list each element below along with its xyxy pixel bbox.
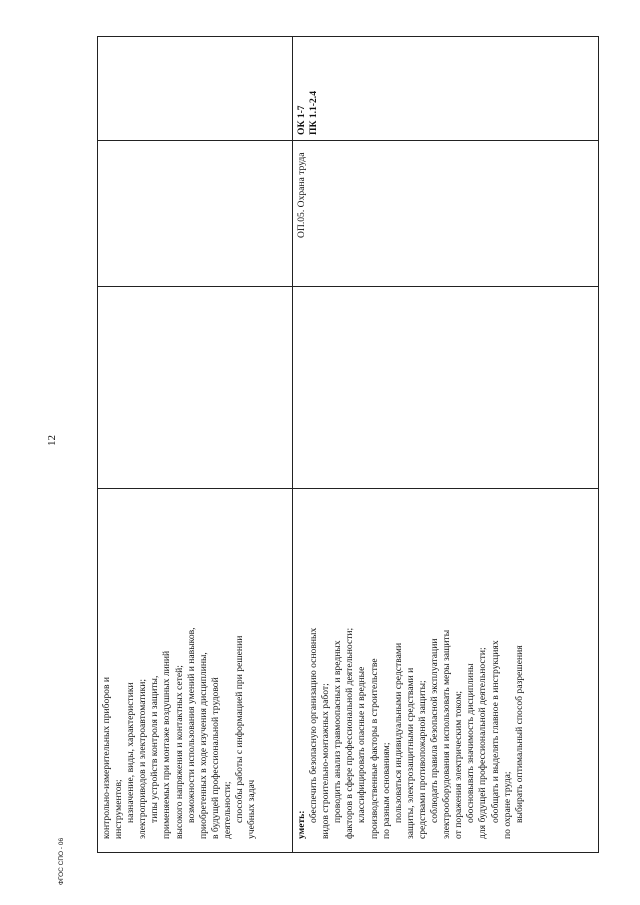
text-line: обосновывать значимость дисциплины <box>465 663 477 823</box>
text-line: по охране труда; <box>501 771 513 839</box>
text-line: от поражения электрическим током; <box>453 690 465 839</box>
text-line: типы устройств контроля и защиты, <box>149 675 161 823</box>
table-border-left <box>97 852 599 853</box>
text-line: по разным основаниям; <box>380 742 392 839</box>
discipline-cell <box>296 152 308 238</box>
competency-code: ОК 1-7 <box>296 105 307 135</box>
table-border-top <box>97 36 98 853</box>
text-line: классифицировать опасные и вредные <box>356 666 368 823</box>
row2-skills-cell <box>296 628 526 839</box>
text-line: высокого напряжения и контактных сетей; <box>173 665 185 839</box>
text-line: обеспечить безопасную организацию основных <box>308 627 320 823</box>
competencies-cell <box>296 91 320 135</box>
text-line: обобщать и выделять главное в инструкциях <box>489 640 501 823</box>
text-line: для будущей профессиональной деятельности; <box>477 647 489 839</box>
text-line: инструментов; <box>113 779 125 839</box>
discipline-name: ОП.05. Охрана труда <box>296 152 307 238</box>
text-line: в будущей профессиональной трудовой <box>209 677 221 839</box>
competency-code: ПК 1.1-2.4 <box>308 91 320 135</box>
text-line: контрольно-измерительных приборов и <box>101 676 112 839</box>
text-line: производственные факторы в строительстве <box>368 658 380 839</box>
text-line: пользоваться индивидуальными средствами <box>392 642 404 823</box>
column-divider <box>97 286 599 287</box>
text-line: видов строительно-монтажных работ; <box>320 683 332 839</box>
text-line: соблюдать правила безопасной эксплуатации <box>429 638 441 823</box>
row1-knowledge-cell <box>101 627 258 839</box>
text-line: электрооборудования и использовать меры защиты <box>441 629 453 839</box>
text-line: факторов в сфере профессиональной деятельности; <box>344 627 356 839</box>
text-line: уметь: <box>296 810 307 839</box>
text-line: назначение, виды, характеристики <box>125 682 137 823</box>
competency-table <box>97 36 599 853</box>
text-line: средствами противопожарной защиты; <box>416 680 428 839</box>
text-line: электроприводов и электроавтоматики; <box>137 678 149 839</box>
text-line: возможности использования умений и навыков, <box>185 627 197 823</box>
text-line: применяемых при монтаже воздушных линий <box>161 650 173 839</box>
column-divider <box>97 488 599 489</box>
text-line: выбирать оптимальный способ разрешения <box>513 645 525 823</box>
text-line: деятельности; <box>221 781 233 839</box>
row-divider <box>292 36 293 853</box>
text-line: учебных задач <box>246 779 258 839</box>
text-line: приобретенных в ходе изучения дисциплины, <box>197 652 209 839</box>
text-line: проводить анализ травмоопасных и вредных <box>332 640 344 823</box>
text-line: способы работы с информацией при решении <box>234 635 246 823</box>
page-number: 12 <box>46 435 58 446</box>
footer-label: ФГОС СПО - 06 <box>58 837 65 885</box>
table-border-right <box>97 36 599 37</box>
table-border-bottom <box>598 36 599 853</box>
text-line: защиты, электрозащитными средствами и <box>404 667 416 839</box>
column-divider <box>97 140 599 141</box>
